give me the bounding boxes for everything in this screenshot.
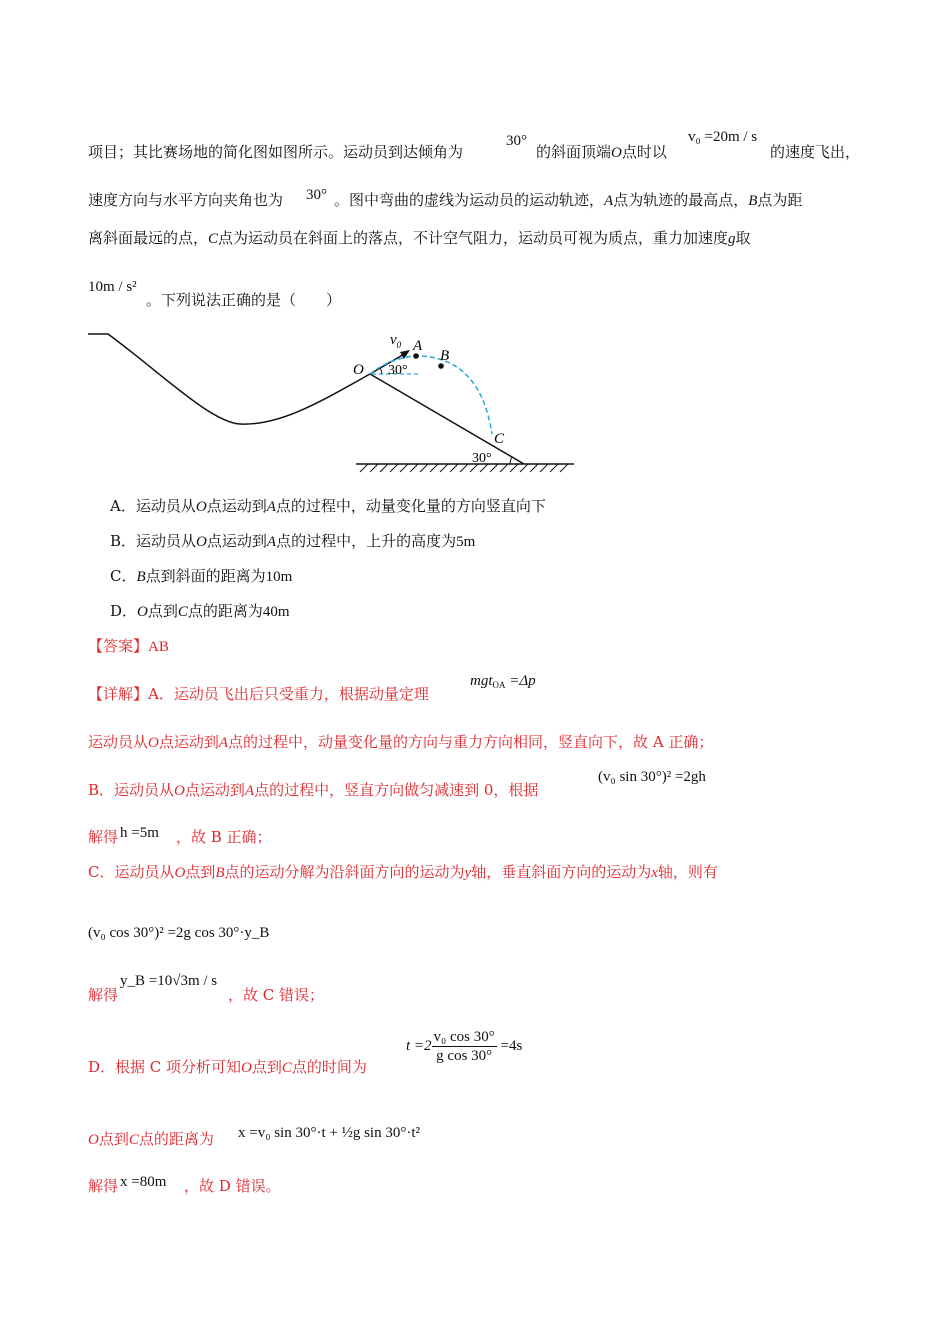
question-line-1c: 的速度飞出， <box>770 143 861 161</box>
answer-line: 【答案】AB <box>88 637 169 655</box>
question-line-2: 速度方向与水平方向夹角也为 <box>88 191 284 209</box>
option-d[interactable]: D．O点到C点的距离为40m <box>110 602 290 620</box>
option-c[interactable]: C．B点到斜面的距离为10m <box>110 567 293 585</box>
impulse-equation: mgt$_{OA}$ =Δp <box>470 673 536 690</box>
label-B: B <box>440 348 450 364</box>
solution-d3-post: ，故 D 错误。 <box>184 1177 281 1195</box>
question-line-4: 。下列说法正确的是（ ） <box>146 291 342 309</box>
yb-result: y_B =10√3m / s <box>120 973 218 989</box>
question-line-1b: 的斜面顶端O点时以 <box>536 143 667 161</box>
slope-line <box>370 374 524 464</box>
slope-diagram <box>80 322 590 482</box>
solution-a2: 运动员从O点运动到A点的过程中，动量变化量的方向与重力方向相同，竖直向下，故 A 正确； <box>88 733 714 751</box>
v0-math: v₀ =20m / s <box>688 129 758 145</box>
solution-c3: 解得 <box>88 986 119 1004</box>
option-b[interactable]: B．运动员从O点运动到A点的过程中，上升的高度为5m <box>110 532 476 550</box>
angle-arc-top <box>380 368 382 374</box>
label-O: O <box>353 362 364 378</box>
label-C: C <box>494 431 505 447</box>
solution-d2: O点到C点的距离为 <box>88 1130 214 1148</box>
label-angle-top: 30° <box>388 363 408 378</box>
label-angle-bottom: 30° <box>472 451 492 466</box>
solution-c3-post: ，故 C 错误； <box>228 986 325 1004</box>
displacement-equation: x =v₀ sin 30°·t + ½g sin 30°·t² <box>238 1125 420 1141</box>
question-line-2b: 。图中弯曲的虚线为运动员的运动轨迹，A点为轨迹的最高点，B点为距 <box>334 191 803 209</box>
label-v0: $v_0$ <box>390 332 402 350</box>
question-line-3: 离斜面最远的点，C点为运动员在斜面上的落点，不计空气阻力，运动员可视为质点，重力加速度g取 <box>88 229 751 247</box>
solution-b2-post: ，故 B 正确； <box>176 828 272 846</box>
solution-b2: 解得 <box>88 828 119 846</box>
x-result: x =80m <box>120 1174 167 1190</box>
point-B <box>438 363 444 369</box>
h-result: h =5m <box>120 825 159 841</box>
ground-hatch <box>360 464 568 472</box>
label-A: A <box>413 338 423 354</box>
solution-d1: D．根据 C 项分析可知O点到C点的时间为 <box>88 1058 367 1076</box>
angle-30-math-2: 30° <box>306 187 327 203</box>
g-value-math: 10m / s² <box>88 279 137 295</box>
solution-d3: 解得 <box>88 1177 119 1195</box>
height-equation: (v₀ sin 30°)² =2gh <box>598 769 706 785</box>
question-line-1: 项目；其比赛场地的简化图如图所示。运动员到达倾角为 <box>88 143 464 161</box>
angle-30-math: 30° <box>506 133 527 149</box>
point-A <box>413 353 419 359</box>
distance-equation: (v₀ cos 30°)² =2g cos 30°·y_B <box>88 925 270 941</box>
solution-c1: C．运动员从O点到B点的运动分解为沿斜面方向的运动为y轴，垂直斜面方向的运动为x轴，则有 <box>88 863 718 881</box>
option-a[interactable]: A．运动员从O点运动到A点的过程中，动量变化量的方向竖直向下 <box>110 497 546 515</box>
angle-arc-bottom <box>510 457 512 464</box>
time-equation: t =2 $\frac{\text{v₀ cos 30°}}{\text{g cos 30°}}$ =4s <box>406 1029 523 1064</box>
solution-a1: 【详解】A．运动员飞出后只受重力，根据动量定理 <box>88 685 429 703</box>
solution-b1: B．运动员从O点运动到A点的过程中，竖直方向做匀减速到 0，根据 <box>88 781 539 799</box>
terrain-curve <box>88 334 370 424</box>
